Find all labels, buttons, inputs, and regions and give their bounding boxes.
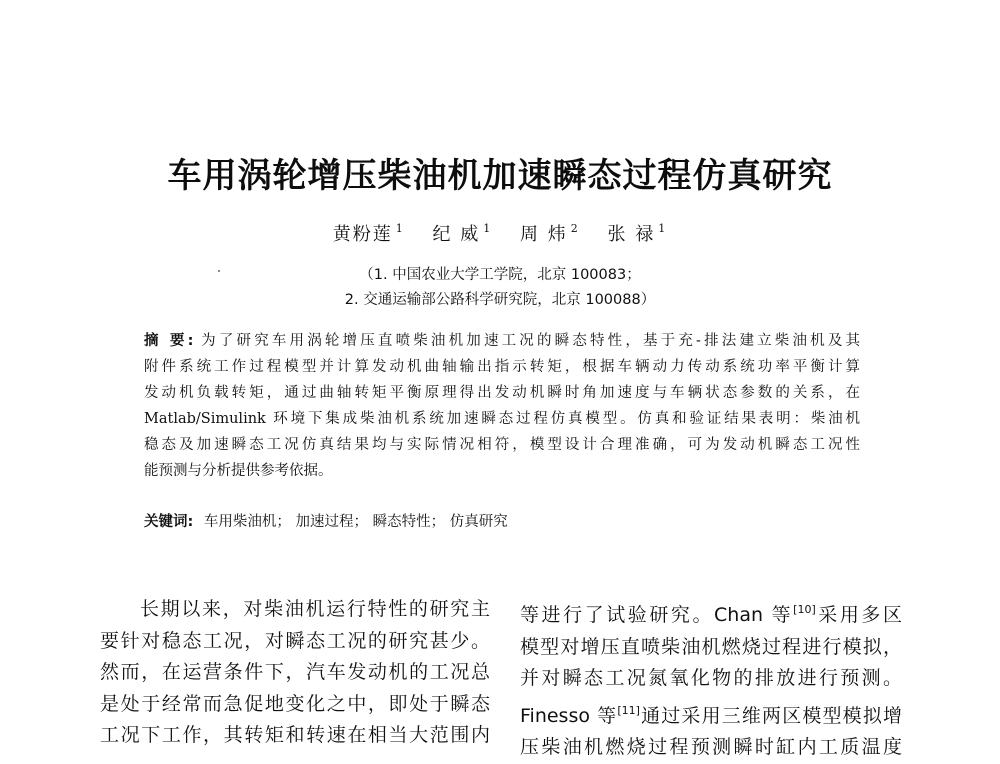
keywords bbox=[144, 510, 508, 531]
abstract-line: 摘 要: 为了研究车用涡轮增压直喷柴油机加速工况的瞬态特性，基于充-排法建立柴油机及其 bbox=[144, 333, 860, 349]
affiliation-marker: 1 bbox=[483, 222, 493, 235]
abstract-label: 摘 要: bbox=[144, 333, 194, 349]
paper-title: 车用涡轮增压柴油机加速瞬态过程仿真研究 bbox=[167, 156, 833, 196]
body-line: 是处于经常而急促地变化之中，即处于瞬态 bbox=[100, 692, 490, 715]
affiliation-line: 2. 交通运输部公路科学研究院，北京 100088） bbox=[344, 292, 656, 308]
keywords-label: 关键词: bbox=[144, 514, 194, 530]
body-line: 工况下工作，其转矩和转速在相当大范围内 bbox=[100, 724, 490, 746]
keyword: 车用柴油机； bbox=[203, 514, 291, 530]
abstract-line: 附件系统工作过程模型并计算发动机曲轴输出指示转矩，根据车辆动力传动系统功率平衡计算 bbox=[144, 359, 860, 375]
abstract-line: 稳态及加速瞬态工况仿真结果均与实际情况相符，模型设计合理准确，可为发动机瞬态工况性 bbox=[144, 437, 860, 453]
affiliation-marker: 1 bbox=[395, 222, 405, 235]
citation-ref[interactable]: [10] bbox=[793, 603, 816, 616]
affiliation-marker: 1 bbox=[658, 222, 668, 235]
keyword: 加速过程； bbox=[295, 514, 369, 530]
body-line: Finesso 等[11]通过采用三维两区模型模拟增 bbox=[520, 703, 902, 727]
author: 黄粉莲 $^1$ bbox=[332, 222, 405, 245]
abstract-line: Matlab/Simulink 环境下集成柴油机系统加速瞬态过程仿真模型。仿真和验证结果表明：柴油机 bbox=[144, 411, 860, 427]
affiliation-line: （1. 中国农业大学工学院，北京 100083； bbox=[359, 267, 641, 283]
keyword: 仿真研究 bbox=[449, 514, 508, 530]
body-column-left bbox=[100, 594, 490, 752]
body-line: 并对瞬态工况氮氧化物的排放进行预测。 bbox=[520, 667, 902, 689]
abstract-line: 能预测与分析提供参考依据。 bbox=[144, 463, 333, 479]
body-line: 压柴油机燃烧过程预测瞬时缸内工质温度 bbox=[520, 736, 902, 758]
author: 张 禄 $^1$ bbox=[607, 222, 668, 245]
body-line: 长期以来，对柴油机运行特性的研究主 bbox=[140, 598, 490, 620]
body-line: 等进行了试验研究。Chan 等[10]采用多区 bbox=[520, 603, 902, 626]
author: 纪 威 $^1$ bbox=[432, 222, 493, 245]
affiliation-marker: 2 bbox=[570, 222, 580, 235]
abstract-line: 发动机负载转矩，通过曲轴转矩平衡原理得出发动机瞬时角加速度与车辆状态参数的关系，在 bbox=[144, 385, 860, 401]
body-line: 然而，在运营条件下，汽车发动机的工况总 bbox=[100, 661, 490, 683]
author-list bbox=[0, 220, 1000, 246]
citation-ref[interactable]: [11] bbox=[617, 703, 640, 717]
keyword: 瞬态特性； bbox=[372, 514, 446, 530]
body-column-right bbox=[520, 594, 902, 764]
body-line: 要针对稳态工况，对瞬态工况的研究甚少。 bbox=[100, 629, 490, 652]
author: 周 炜 $^2$ bbox=[520, 222, 580, 245]
abstract bbox=[144, 328, 860, 484]
body-line: 模型对增压直喷柴油机燃烧过程进行模拟， bbox=[520, 635, 902, 658]
